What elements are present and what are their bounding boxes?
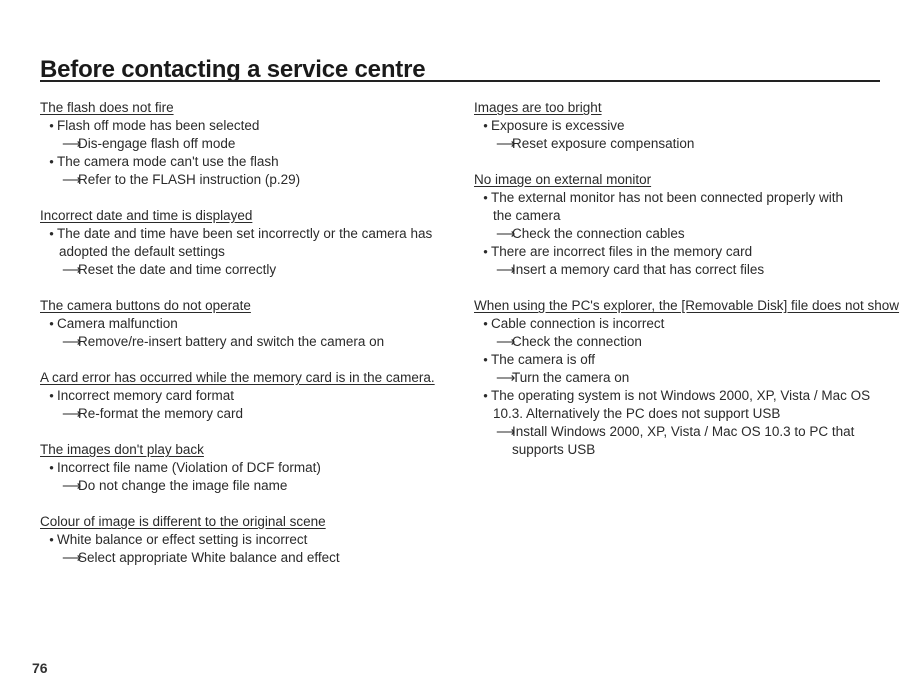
cause-text: Exposure is excessive	[491, 118, 625, 133]
cause-item	[474, 189, 884, 207]
remedy-text: Reset the date and time correctly	[78, 262, 277, 277]
cause-item	[40, 531, 460, 549]
remedy-item	[40, 171, 460, 189]
cause-item	[474, 243, 884, 261]
remedy-text: Re-format the memory card	[78, 406, 244, 421]
remedy-text: Check the connection cables	[512, 226, 685, 241]
remedy-item	[474, 261, 884, 279]
bullet-icon: ●	[49, 157, 54, 166]
arrow-right-icon: ⟶	[62, 478, 82, 493]
section-heading: A card error has occurred while the memory card is in the camera.	[40, 370, 435, 385]
cause-text: The camera mode can't use the flash	[57, 154, 279, 169]
section-heading: The images don't play back	[40, 442, 204, 457]
cause-text: There are incorrect files in the memory card	[491, 244, 753, 259]
bullet-icon: ●	[49, 229, 54, 238]
bullet-icon: ●	[483, 355, 488, 364]
section-heading: The flash does not fire	[40, 100, 174, 115]
remedy-item	[474, 369, 884, 387]
remedy-text: Remove/re-insert battery and switch the camera on	[78, 334, 385, 349]
remedy-text: Install Windows 2000, XP, Vista / Mac OS 10.3 to PC that	[512, 424, 855, 439]
arrow-right-icon: ⟶	[62, 334, 82, 349]
arrow-right-icon: ⟶	[62, 262, 82, 277]
remedy-item	[40, 405, 460, 423]
left-column	[40, 99, 460, 585]
arrow-right-icon: ⟶	[496, 136, 516, 151]
cause-text: The operating system is not Windows 2000, XP, Vista / Mac OS	[491, 388, 871, 403]
arrow-right-icon: ⟶	[496, 424, 516, 439]
cause-text: Cable connection is incorrect	[491, 316, 665, 331]
cause-text: Incorrect file name (Violation of DCF format)	[57, 460, 321, 475]
title-underline	[40, 80, 880, 82]
remedy-item	[40, 549, 460, 567]
cause-item	[474, 351, 884, 369]
remedy-item	[474, 135, 884, 153]
continuation-text: 10.3. Alternatively the PC does not support USB	[493, 406, 781, 421]
remedy-text: Do not change the image file name	[78, 478, 288, 493]
continuation-line	[474, 405, 884, 423]
arrow-right-icon: ⟶	[496, 226, 516, 241]
bullet-icon: ●	[483, 193, 488, 202]
remedy-text: Insert a memory card that has correct files	[512, 262, 765, 277]
arrow-right-icon: ⟶	[62, 172, 82, 187]
cause-item	[40, 459, 460, 477]
remedy-item	[40, 135, 460, 153]
remedy-item	[474, 423, 884, 441]
cause-text: The camera is off	[491, 352, 596, 367]
cause-text: Flash off mode has been selected	[57, 118, 260, 133]
remedy-item	[40, 333, 460, 351]
section-heading: Colour of image is different to the original scene	[40, 514, 326, 529]
section-heading: Images are too bright	[474, 100, 602, 115]
remedy-item	[40, 261, 460, 279]
page-number: 76	[32, 660, 48, 676]
bullet-icon: ●	[49, 535, 54, 544]
cause-item	[40, 117, 460, 135]
cause-text: Camera malfunction	[57, 316, 178, 331]
troubleshooting-section	[40, 369, 460, 423]
arrow-right-icon: ⟶	[496, 370, 516, 385]
remedy-item	[474, 333, 884, 351]
arrow-right-icon: ⟶	[62, 136, 82, 151]
troubleshooting-section	[40, 513, 460, 567]
bullet-icon: ●	[49, 391, 54, 400]
remedy-text: Dis-engage flash off mode	[78, 136, 236, 151]
cause-text: White balance or effect setting is incorrect	[57, 532, 308, 547]
section-heading: When using the PC's explorer, the [Removable Disk] file does not show	[474, 298, 900, 313]
troubleshooting-section	[40, 207, 460, 279]
continuation-line	[474, 441, 884, 459]
bullet-icon: ●	[483, 319, 488, 328]
arrow-right-icon: ⟶	[62, 406, 82, 421]
troubleshooting-section	[40, 99, 460, 189]
cause-item	[474, 117, 884, 135]
page-title: Before contacting a service centre	[40, 56, 426, 83]
remedy-item	[40, 477, 460, 495]
troubleshooting-section	[474, 171, 884, 279]
cause-item	[40, 387, 460, 405]
arrow-right-icon: ⟶	[496, 262, 516, 277]
section-heading: No image on external monitor	[474, 172, 652, 187]
cause-item	[474, 387, 884, 405]
cause-text: The external monitor has not been connected properly with	[491, 190, 843, 205]
remedy-text: Turn the camera on	[512, 370, 630, 385]
cause-text: Incorrect memory card format	[57, 388, 235, 403]
cause-item	[40, 315, 460, 333]
troubleshooting-section	[40, 297, 460, 351]
arrow-right-icon: ⟶	[496, 334, 516, 349]
bullet-icon: ●	[483, 391, 488, 400]
bullet-icon: ●	[49, 121, 54, 130]
cause-text: The date and time have been set incorrectly or the camera has	[57, 226, 433, 241]
section-heading: Incorrect date and time is displayed	[40, 208, 253, 223]
continuation-line	[40, 243, 460, 261]
continuation-text: adopted the default settings	[59, 244, 225, 259]
remedy-text: Select appropriate White balance and effect	[78, 550, 340, 565]
bullet-icon: ●	[49, 319, 54, 328]
continuation-text: supports USB	[512, 442, 596, 457]
bullet-icon: ●	[49, 463, 54, 472]
arrow-right-icon: ⟶	[62, 550, 82, 565]
right-column	[474, 99, 900, 477]
troubleshooting-section	[40, 441, 460, 495]
remedy-item	[474, 225, 884, 243]
troubleshooting-section	[474, 99, 884, 153]
continuation-text: the camera	[493, 208, 561, 223]
remedy-text: Reset exposure compensation	[512, 136, 695, 151]
section-heading: The camera buttons do not operate	[40, 298, 251, 313]
cause-item	[40, 225, 460, 243]
troubleshooting-section	[474, 297, 900, 459]
continuation-line	[474, 207, 884, 225]
cause-item	[40, 153, 460, 171]
bullet-icon: ●	[483, 121, 488, 130]
remedy-text: Check the connection	[512, 334, 642, 349]
remedy-text: Refer to the FLASH instruction (p.29)	[78, 172, 301, 187]
cause-item	[474, 315, 884, 333]
bullet-icon: ●	[483, 247, 488, 256]
